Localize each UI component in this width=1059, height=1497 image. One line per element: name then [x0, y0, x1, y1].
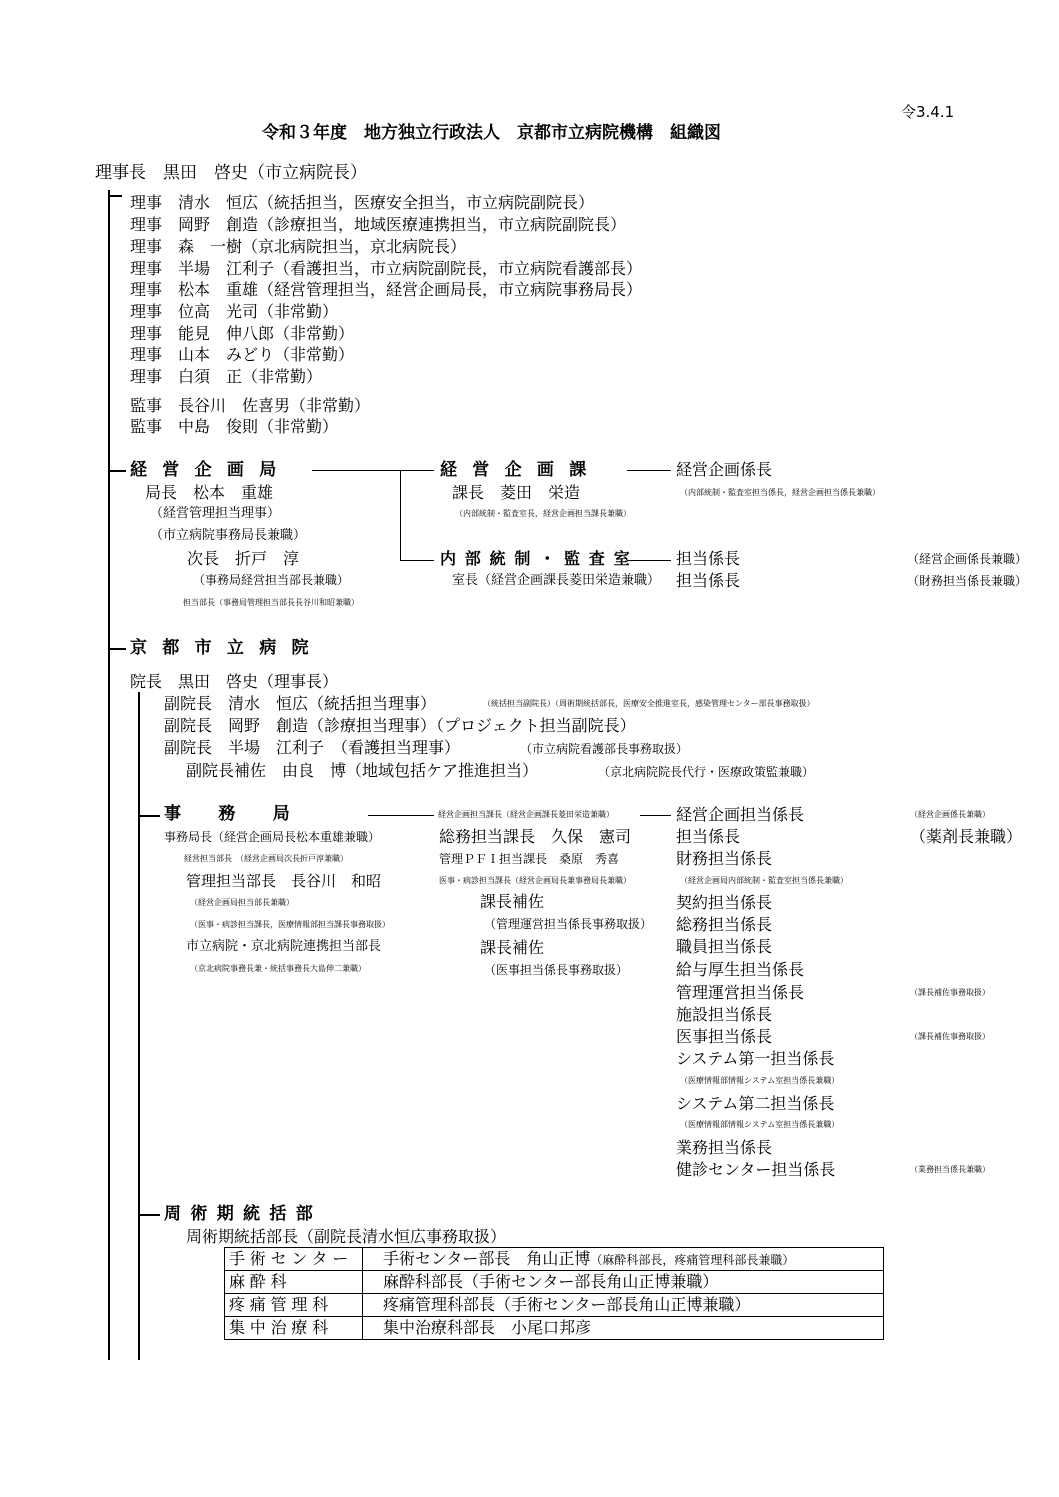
audit-section-note: （財務担当係長兼職）: [907, 574, 1028, 588]
planning-deputy-note: （事務局経営担当部長兼職）: [193, 573, 350, 587]
planning-chief: 局長 松本 重雄: [145, 483, 274, 502]
assistant-director-note: （京北病院院長代行・医療政策監兼職）: [598, 765, 815, 779]
office-section: システム第二担当係長: [676, 1094, 835, 1113]
office-mgmt-dept: 経営担当部長 （経営企画局次長折戸淳兼職）: [184, 854, 348, 863]
office-link-note: （京北病院事務長兼・統括事務長大島伸二兼職）: [190, 964, 366, 973]
main-trunk-line: [108, 190, 110, 1360]
office-connector: [138, 815, 160, 817]
office-section-note: （医療情報部情報システム室担当係長兼職）: [680, 1120, 840, 1129]
office-section: 管理運営担当係長: [676, 983, 805, 1002]
office-section-note: （課長補佐事務取扱）: [910, 988, 990, 997]
director-item: 理事 白須 正（非常勤）: [130, 367, 323, 386]
office-section: 給与厚生担当係長: [676, 960, 805, 979]
perioperative-table: [224, 1247, 884, 1340]
office-section: 財務担当係長: [676, 849, 773, 868]
hospital-director: 院長 黒田 啓史（理事長）: [130, 672, 339, 691]
vice-director-note: （市立病院看護部長事務取扱）: [520, 742, 689, 756]
planning-division-chief-note: （内部統制・監査室長，経営企画担当課長兼職）: [455, 509, 631, 518]
office-section-note: （薬剤長兼職）: [910, 827, 1023, 846]
audit-chief: 室長（経営企画課長菱田栄造兼職）: [452, 573, 661, 588]
vice-director: 副院長 岡野 創造（診療担当理事）（プロジェクト担当副院長）: [164, 716, 636, 735]
office-link-dept: 市立病院・京北病院連携担当部長: [186, 939, 382, 954]
office-admin-note: （医事・病診担当課長，医療情報部担当課長事務取扱）: [190, 920, 390, 929]
hospital-title: 京都市立病院: [130, 638, 324, 658]
person-cell: 手術センター部長 角山正博（麻酔科部長，疼痛管理科部長兼職）: [363, 1248, 884, 1271]
office-section-line: [640, 815, 671, 816]
planning-deputy: 次長 折戸 淳: [187, 549, 300, 568]
bureau-division-line: [312, 470, 434, 471]
office-assistant-note: （医事担当係長事務取扱）: [484, 963, 629, 977]
office-section: 経営企画担当係長: [676, 805, 805, 824]
audit-office-title: 内部統制・監査室: [440, 549, 639, 568]
office-section-note: （経営企画局内部統制・監査室担当係長兼職）: [680, 876, 848, 885]
directors-connector: [108, 195, 122, 197]
planning-chief-note: （経営管理担当理事）: [150, 506, 281, 521]
director-item: 理事 清水 恒広（統括担当，医療安全担当，市立病院副院長）: [130, 193, 595, 212]
office-section-note: （課長補佐事務取扱）: [910, 1032, 990, 1041]
perioperative-connector: [138, 1214, 160, 1216]
office-assistant: 課長補佐: [480, 892, 545, 911]
office-section: 業務担当係長: [676, 1138, 773, 1157]
director-item: 理事 森 一樹（京北病院担当，京北病院長）: [130, 237, 467, 256]
hospital-trunk-line: [138, 692, 140, 1360]
division-section-line: [627, 470, 671, 471]
table-row: [225, 1317, 884, 1340]
unit-cell: 麻酔科: [225, 1271, 363, 1294]
office-line: [368, 815, 434, 816]
office-title: 事務局: [164, 804, 328, 824]
office-section-note: （医療情報部情報システム室担当係長兼職）: [680, 1076, 840, 1085]
office-section: 職員担当係長: [676, 937, 773, 956]
vice-director: 副院長 清水 恒広（統括担当理事）: [164, 694, 437, 713]
director-item: 理事 位高 光司（非常勤）: [130, 302, 339, 321]
office-top-note: 経営企画担当課長（経営企画課長菱田栄造兼職）: [438, 810, 614, 819]
auditor-item: 監事 長谷川 佐喜男（非常勤）: [130, 396, 371, 415]
office-medical-chief-note: 医事・病診担当課長（経営企画局長兼事務局長兼職）: [439, 876, 631, 885]
planning-division-title: 経営企画課: [440, 460, 602, 480]
planning-manager-note: 担当部長（事務局管理担当部長長谷川和昭兼職）: [183, 598, 359, 607]
audit-section: 担当係長: [676, 571, 741, 590]
planning-connector: [108, 470, 126, 472]
planning-chief-note: （市立病院事務局長兼職）: [150, 528, 307, 543]
planning-division-section: 経営企画係長: [676, 460, 773, 479]
office-general-chief: 総務担当課長 久保 憲司: [439, 827, 632, 846]
office-admin-note: （経営企画局担当部長兼職）: [190, 898, 294, 907]
table-row: [225, 1271, 884, 1294]
office-admin-dept: 管理担当部長 長谷川 和昭: [186, 872, 382, 890]
office-section: システム第一担当係長: [676, 1049, 835, 1068]
office-section: 担当係長: [676, 827, 741, 846]
office-section: 総務担当係長: [676, 915, 773, 934]
hospital-connector: [108, 648, 126, 650]
audit-section: 担当係長: [676, 549, 741, 568]
planning-bureau-title: 経営企画局: [130, 460, 292, 480]
person-cell: 麻酔科部長（手術センター部長角山正博兼職）: [363, 1271, 884, 1294]
auditor-item: 監事 中島 俊則（非常勤）: [130, 417, 339, 436]
director-item: 理事 山本 みどり（非常勤）: [130, 345, 355, 364]
person-cell: 疼痛管理科部長（手術センター部長角山正博兼職）: [363, 1294, 884, 1317]
office-section-note: （経営企画係長兼職）: [910, 810, 990, 819]
office-section-note: （業務担当係長兼職）: [910, 1165, 990, 1174]
perioperative-head: 周術期統括部長（副院長清水恒広事務取扱）: [186, 1227, 507, 1246]
office-assistant-note: （管理運営担当係長事務取扱）: [484, 917, 653, 931]
planning-division-chief: 課長 菱田 栄造: [452, 483, 581, 502]
assistant-director: 副院長補佐 由良 博（地域包括ケア推進担当）: [186, 761, 539, 780]
vice-director-note: （統括担当副院長）（周術期統括部長，医療安全推進室長，感染管理センター部長事務取扱）: [483, 699, 815, 708]
unit-cell: 集中治療科: [225, 1317, 363, 1340]
unit-cell: 手術センター: [225, 1248, 363, 1271]
bureau-branch-line: [400, 470, 401, 560]
chairman: 理事長 黒田 啓史（市立病院長）: [95, 163, 367, 183]
table-row: [225, 1294, 884, 1317]
office-section: 健診センター担当係長: [676, 1160, 836, 1179]
unit-cell: 疼痛管理科: [225, 1294, 363, 1317]
perioperative-title: 周術期統括部: [164, 1204, 323, 1224]
audit-branch-line: [400, 560, 434, 561]
office-assistant: 課長補佐: [480, 938, 545, 957]
audit-section-line: [627, 560, 671, 561]
office-section: 契約担当係長: [676, 893, 773, 912]
director-item: 理事 岡野 創造（診療担当，地域医療連携担当，市立病院副院長）: [130, 215, 627, 234]
planning-division-section-note: （内部統制・監査室担当係長，経営企画担当係長兼職）: [680, 488, 880, 497]
office-section: 医事担当係長: [676, 1027, 773, 1046]
table-row: [225, 1248, 884, 1271]
date-label: 令3.4.1: [901, 103, 955, 121]
page-title: 令和３年度 地方独立行政法人 京都市立病院機構 組織図: [262, 123, 721, 143]
office-section: 施設担当係長: [676, 1005, 773, 1024]
person-cell: 集中治療科部長 小尾口邦彦: [363, 1317, 884, 1340]
director-item: 理事 能見 伸八郎（非常勤）: [130, 324, 355, 343]
director-item: 理事 松本 重雄（経営管理担当，経営企画局長，市立病院事務局長）: [130, 280, 643, 299]
office-pfi-chief: 管理ＰＦＩ担当課長 桑原 秀喜: [439, 852, 620, 866]
audit-section-note: （経営企画係長兼職）: [907, 552, 1028, 566]
vice-director: 副院長 半場 江利子 （看護担当理事）: [164, 738, 461, 757]
director-item: 理事 半場 江利子（看護担当，市立病院副院長，市立病院看護部長）: [130, 259, 643, 278]
office-head: 事務局長（経営企画局長松本重雄兼職）: [164, 830, 381, 844]
